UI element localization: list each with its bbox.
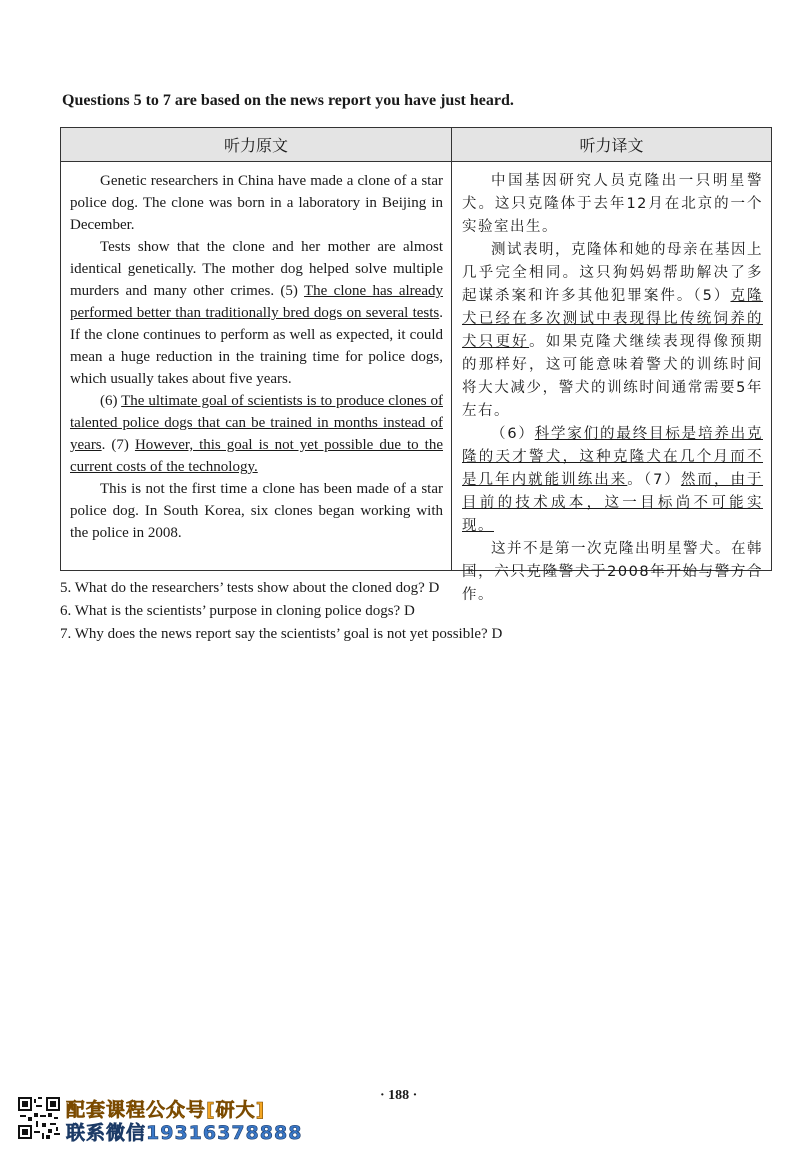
zh-answer-7-underline: 然而，由于目前的技术成本，这一目标尚不可能实现。 (462, 472, 764, 534)
question-6: 6. What is the scientists’ purpose in cloning police dogs? D (60, 603, 415, 619)
zh-paragraph-4: 这并不是第一次克隆出明星警犬。在韩国，六只克隆警犬于2008年开始与警方合作。 (462, 541, 763, 603)
original-text-column (61, 162, 452, 570)
promo-line-2: 联系微信19316378888 (66, 1122, 303, 1144)
translation-column (452, 162, 771, 603)
zh-answer-5-underline: 克隆犬已经在多次测试中表现得比传统饲养的犬只更好 (462, 288, 763, 350)
answer-6-underline: The ultimate goal of scientists is to produce clones of talented police dogs that can be trained in months instead of years (70, 393, 443, 453)
answer-5-underline: The clone has already performed better than traditionally bred dogs on several tests (70, 283, 443, 321)
qr-code-icon (18, 1097, 60, 1139)
answer-7-underline: However, this goal is not yet possible due to the current costs of the technology. (70, 437, 443, 475)
section-heading: Questions 5 to 7 are based on the news report you have just heard. (62, 92, 514, 109)
question-7: 7. Why does the news report say the scientists’ goal is not yet possible? D (60, 626, 503, 642)
en-paragraph-3: (6) The ultimate goal of scientists is to produce clones of talented police dogs that can be trained in months instead of years. (7) However, this goal is not yet possible due to the current costs of the technology. (70, 393, 443, 475)
translation-header: 听力译文 (452, 128, 771, 162)
en-paragraph-2: Tests show that the clone and her mother are almost identical genetically. The mother dog helped solve multiple murders and many other crimes. (5) The clone has already performed better than traditionally bred dogs on several tests. If the clone continues to perform as well as expected, it could mean a huge reduction in the training time for police dogs, which usually takes about five years. (70, 239, 443, 387)
zh-paragraph-3: （6）科学家们的最终目标是培养出克隆的天才警犬，这种克隆犬在几个月而不是几年内就能训练出来。（7）然而，由于目前的技术成本，这一目标尚不可能实现。 (462, 426, 764, 534)
en-paragraph-4: This is not the first time a clone has been made of a star police dog. In South Korea, six clones began working with the police in 2008. (70, 481, 443, 541)
page-number: · 188 · (380, 1088, 418, 1103)
en-paragraph-1: Genetic researchers in China have made a clone of a star police dog. The clone was born in a laboratory in Beijing in December. (70, 173, 443, 233)
question-5: 5. What do the researchers’ tests show about the cloned dog? D (60, 580, 440, 596)
promo-line-1: 配套课程公众号[研大] (66, 1099, 266, 1121)
original-text-header: 听力原文 (61, 128, 452, 162)
zh-answer-6-underline: 科学家们的最终目标是培养出克隆的天才警犬，这种克隆犬在几个月而不是几年内就能训练出来 (462, 426, 763, 488)
zh-paragraph-2: 测试表明，克隆体和她的母亲在基因上几乎完全相同。这只狗妈妈帮助解决了多起谋杀案和许多其他犯罪案件。（5）克隆犬已经在多次测试中表现得比传统饲养的犬只更好。如果克隆犬继续表现得像预期的那样好，这可能意味着警犬的训练时间将大大减少，警犬的训练时间通常需要5年左右。 (462, 242, 764, 419)
zh-paragraph-1: 中国基因研究人员克隆出一只明星警犬。这只克隆体于去年12月在北京的一个实验室出生。 (462, 173, 763, 235)
